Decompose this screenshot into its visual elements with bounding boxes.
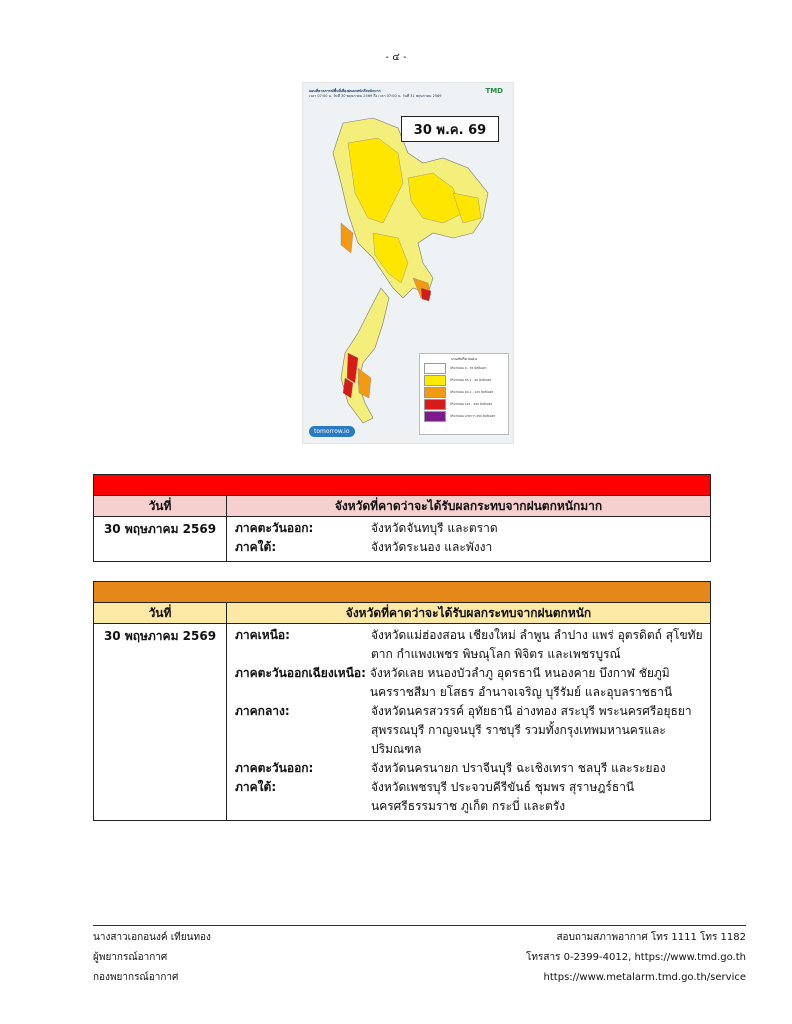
col-header-date: วันที่ (94, 603, 227, 624)
contact-service-link[interactable]: https://www.metalarm.tmd.go.th/service (543, 972, 746, 983)
region-provinces: จังหวัดระนอง และพังงา (371, 540, 493, 554)
legend-swatch (424, 411, 446, 422)
map-subtitle: เวลา 07:00 น. วันที่ 30 พฤษภาคม 2569 ถึง เวลา 07:00 น. วันที่ 31 พฤษภาคม 2569 (309, 94, 442, 98)
legend-swatch (424, 387, 446, 398)
region-provinces: จังหวัดแม่ฮ่องสอน เชียงใหม่ ลำพูน ลำปาง แพร่ อุตรดิตถ์ สุโขทัย ตาก กำแพงเพชร พิษณุโลก พิจิตร และเพชรบูรณ์ (371, 628, 703, 661)
heavy-rain-table (93, 581, 711, 821)
legend-item: ปริมาณฝน มากกว่า 250 มิลลิเมตร (420, 410, 508, 422)
very-heavy-rain-table (93, 474, 711, 562)
region-label: ภาคตะวันออกเฉียงเหนือ: (235, 666, 366, 680)
forecast-date: 30 พฤษภาคม 2569 (94, 624, 227, 821)
region-row (235, 538, 704, 557)
page-number: - ๔ - (385, 52, 407, 63)
region-label: ภาคใต้: (235, 780, 277, 794)
region-row (235, 702, 704, 759)
region-provinces: จังหวัดนครสวรรค์ อุทัยธานี อ่างทอง สระบุรี พระนครศรีอยุธยา สุพรรณบุรี กาญจนบุรี ราชบุรี รวมทั้งกรุงเทพมหานครและปริมณฑล (371, 704, 692, 756)
very-heavy-rain-color-bar (94, 475, 711, 496)
author-name: นางสาวเอกอนงค์ เทียนทอง (93, 932, 211, 943)
footer-author (93, 928, 211, 988)
col-header-date: วันที่ (94, 496, 227, 517)
region-label: ภาคตะวันออก: (235, 521, 314, 535)
region-row (235, 519, 704, 538)
region-provinces: จังหวัดจันทบุรี และตราด (371, 521, 498, 535)
legend-item: ปริมาณฝน 0 - 35 มิลลิเมตร (420, 362, 508, 374)
region-provinces: จังหวัดนครนายก ปราจีนบุรี ฉะเชิงเทรา ชลบุรี และระยอง (371, 761, 666, 775)
region-label: ภาคตะวันออก: (235, 761, 314, 775)
region-provinces: จังหวัดเลย หนองบัวลำภู อุดรธานี หนองคาย บึงกาฬ ชัยภูมิ นครราชสีมา ยโสธร อำนาจเจริญ บุรีรัมย์ และอุบลราชธานี (369, 666, 673, 699)
rainfall-forecast-map (302, 82, 514, 444)
forecast-date: 30 พฤษภาคม 2569 (94, 517, 227, 562)
legend-item: ปริมาณฝน 90.1 - 125 มิลลิเมตร (420, 386, 508, 398)
col-header-provinces: จังหวัดที่คาดว่าจะได้รับผลกระทบจากฝนตกหนัก (227, 603, 711, 624)
footer-contact (526, 928, 746, 988)
region-row (235, 759, 704, 778)
contact-phone: สอบถามสภาพอากาศ โทร 1111 โทร 1182 (556, 932, 746, 943)
col-header-provinces: จังหวัดที่คาดว่าจะได้รับผลกระทบจากฝนตกหนักมาก (227, 496, 711, 517)
footer-divider (93, 925, 746, 926)
heavy-rain-color-bar (94, 582, 711, 603)
map-legend (419, 353, 509, 435)
region-label: ภาคกลาง: (235, 704, 290, 718)
author-position: ผู้พยากรณ์อากาศ (93, 952, 168, 963)
map-header (309, 89, 469, 99)
region-provinces: จังหวัดเพชรบุรี ประจวบคีรีขันธ์ ชุมพร สุราษฎร์ธานี นครศรีธรรมราช ภูเก็ต กระบี่ และตรัง (371, 780, 635, 813)
author-department: กองพยากรณ์อากาศ (93, 972, 179, 983)
map-title: แผนที่คาดการณ์พื้นที่เสี่ยงฝนตกหนักถึงหนักมาก (309, 89, 381, 93)
legend-swatch (424, 363, 446, 374)
legend-title: เกณฑ์ปริมาณฝน (451, 357, 477, 361)
region-row (235, 778, 704, 816)
legend-item: ปริมาณฝน 125 - 250 มิลลิเมตร (420, 398, 508, 410)
tomorrow-logo: tomorrow.io (309, 426, 355, 437)
tmd-logo: TMD (485, 87, 503, 95)
map-date-label: 30 พ.ค. 69 (401, 116, 499, 142)
contact-fax-website[interactable]: โทรสาร 0-2399-4012, https://www.tmd.go.th (526, 952, 746, 963)
region-row (235, 664, 704, 702)
region-list (227, 517, 711, 562)
legend-swatch (424, 375, 446, 386)
legend-swatch (424, 399, 446, 410)
legend-item: ปริมาณฝน 35.1 - 90 มิลลิเมตร (420, 374, 508, 386)
region-label: ภาคใต้: (235, 540, 277, 554)
region-label: ภาคเหนือ: (235, 628, 290, 642)
region-row (235, 626, 704, 664)
region-list (227, 624, 711, 821)
